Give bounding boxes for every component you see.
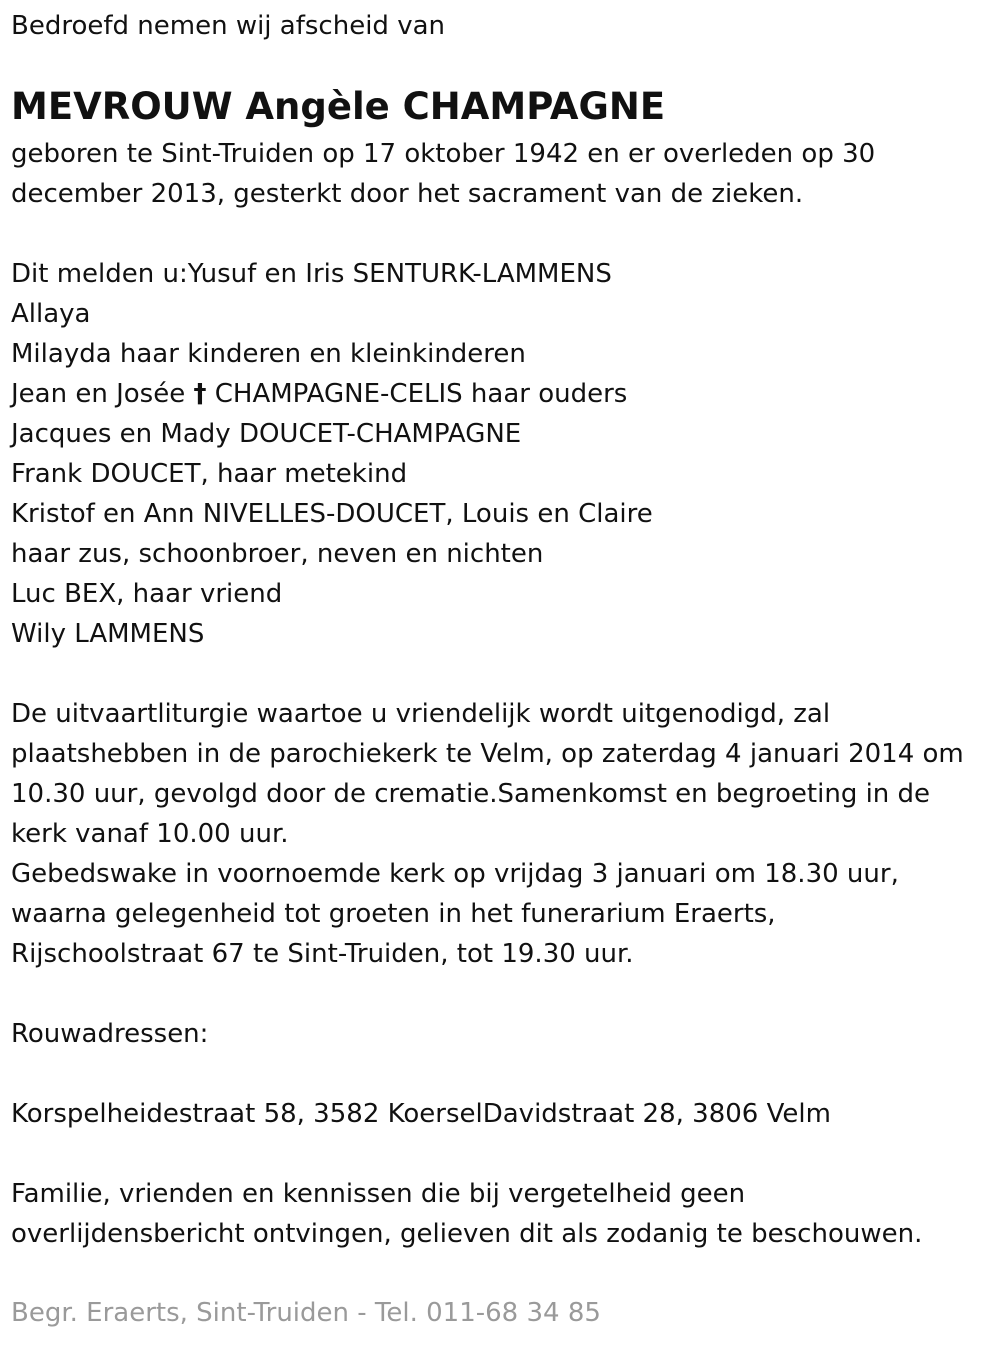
service-line: Gebedswake in voornoemde kerk op vrijdag 3 januari om 18.30 uur, <box>11 859 899 889</box>
family-line-parents <box>11 374 991 414</box>
service-line: Rijschoolstraat 67 te Sint-Truiden, tot 19.30 uur. <box>11 939 634 969</box>
intro-text: Bedroefd nemen wij afscheid van <box>11 11 445 41</box>
closing-line: overlijdensbericht ontvingen, gelieven dit als zodanig te beschouwen. <box>11 1219 923 1249</box>
family-line: Luc BEX, haar vriend <box>11 579 283 609</box>
cross-icon: † <box>193 379 207 409</box>
rouwadressen-label: Rouwadressen: <box>11 1019 209 1049</box>
parents-surname: CHAMPAGNE-CELIS haar ouders <box>214 379 628 409</box>
family-line: haar zus, schoonbroer, neven en nichten <box>11 539 544 569</box>
service-line: kerk vanaf 10.00 uur. <box>11 819 289 849</box>
parents-names: Jean en Josée <box>11 379 186 409</box>
family-line: Dit melden u:Yusuf en Iris SENTURK-LAMMENS <box>11 259 612 289</box>
family-line: Frank DOUCET, haar metekind <box>11 459 408 489</box>
service-line: plaatshebben in de parochiekerk te Velm, op zaterdag 4 januari 2014 om <box>11 739 964 769</box>
funeral-service-paragraph <box>11 694 991 974</box>
deceased-name: MEVROUW Angèle CHAMPAGNE <box>11 85 666 128</box>
birth-line: geboren te Sint-Truiden op 17 oktober 1942 en er overleden op 30 <box>11 139 876 169</box>
service-line: De uitvaartliturgie waartoe u vriendelijk wordt uitgenodigd, zal <box>11 699 831 729</box>
family-line: Kristof en Ann NIVELLES-DOUCET, Louis en Claire <box>11 499 653 529</box>
rouwadressen-heading-block <box>11 1014 991 1054</box>
mourning-addresses: Korspelheidestraat 58, 3582 KoerselDavidstraat 28, 3806 Velm <box>11 1099 831 1129</box>
addresses-block <box>11 1094 991 1134</box>
family-list <box>11 254 991 654</box>
family-line: Milayda haar kinderen en kleinkinderen <box>11 339 526 369</box>
funeral-director-footer: Begr. Eraerts, Sint-Truiden - Tel. 011-68 34 85 <box>11 1298 601 1328</box>
closing-line: Familie, vrienden en kennissen die bij vergetelheid geen <box>11 1179 746 1209</box>
family-line: Jacques en Mady DOUCET-CHAMPAGNE <box>11 419 522 449</box>
family-line: Allaya <box>11 299 91 329</box>
closing-paragraph <box>11 1174 991 1254</box>
family-line: Wily LAMMENS <box>11 619 205 649</box>
birth-death-paragraph <box>11 134 991 214</box>
service-line: waarna gelegenheid tot groeten in het funerarium Eraerts, <box>11 899 776 929</box>
birth-line: december 2013, gesterkt door het sacrament van de zieken. <box>11 179 804 209</box>
service-line: 10.30 uur, gevolgd door de crematie.Samenkomst en begroeting in de <box>11 779 931 809</box>
